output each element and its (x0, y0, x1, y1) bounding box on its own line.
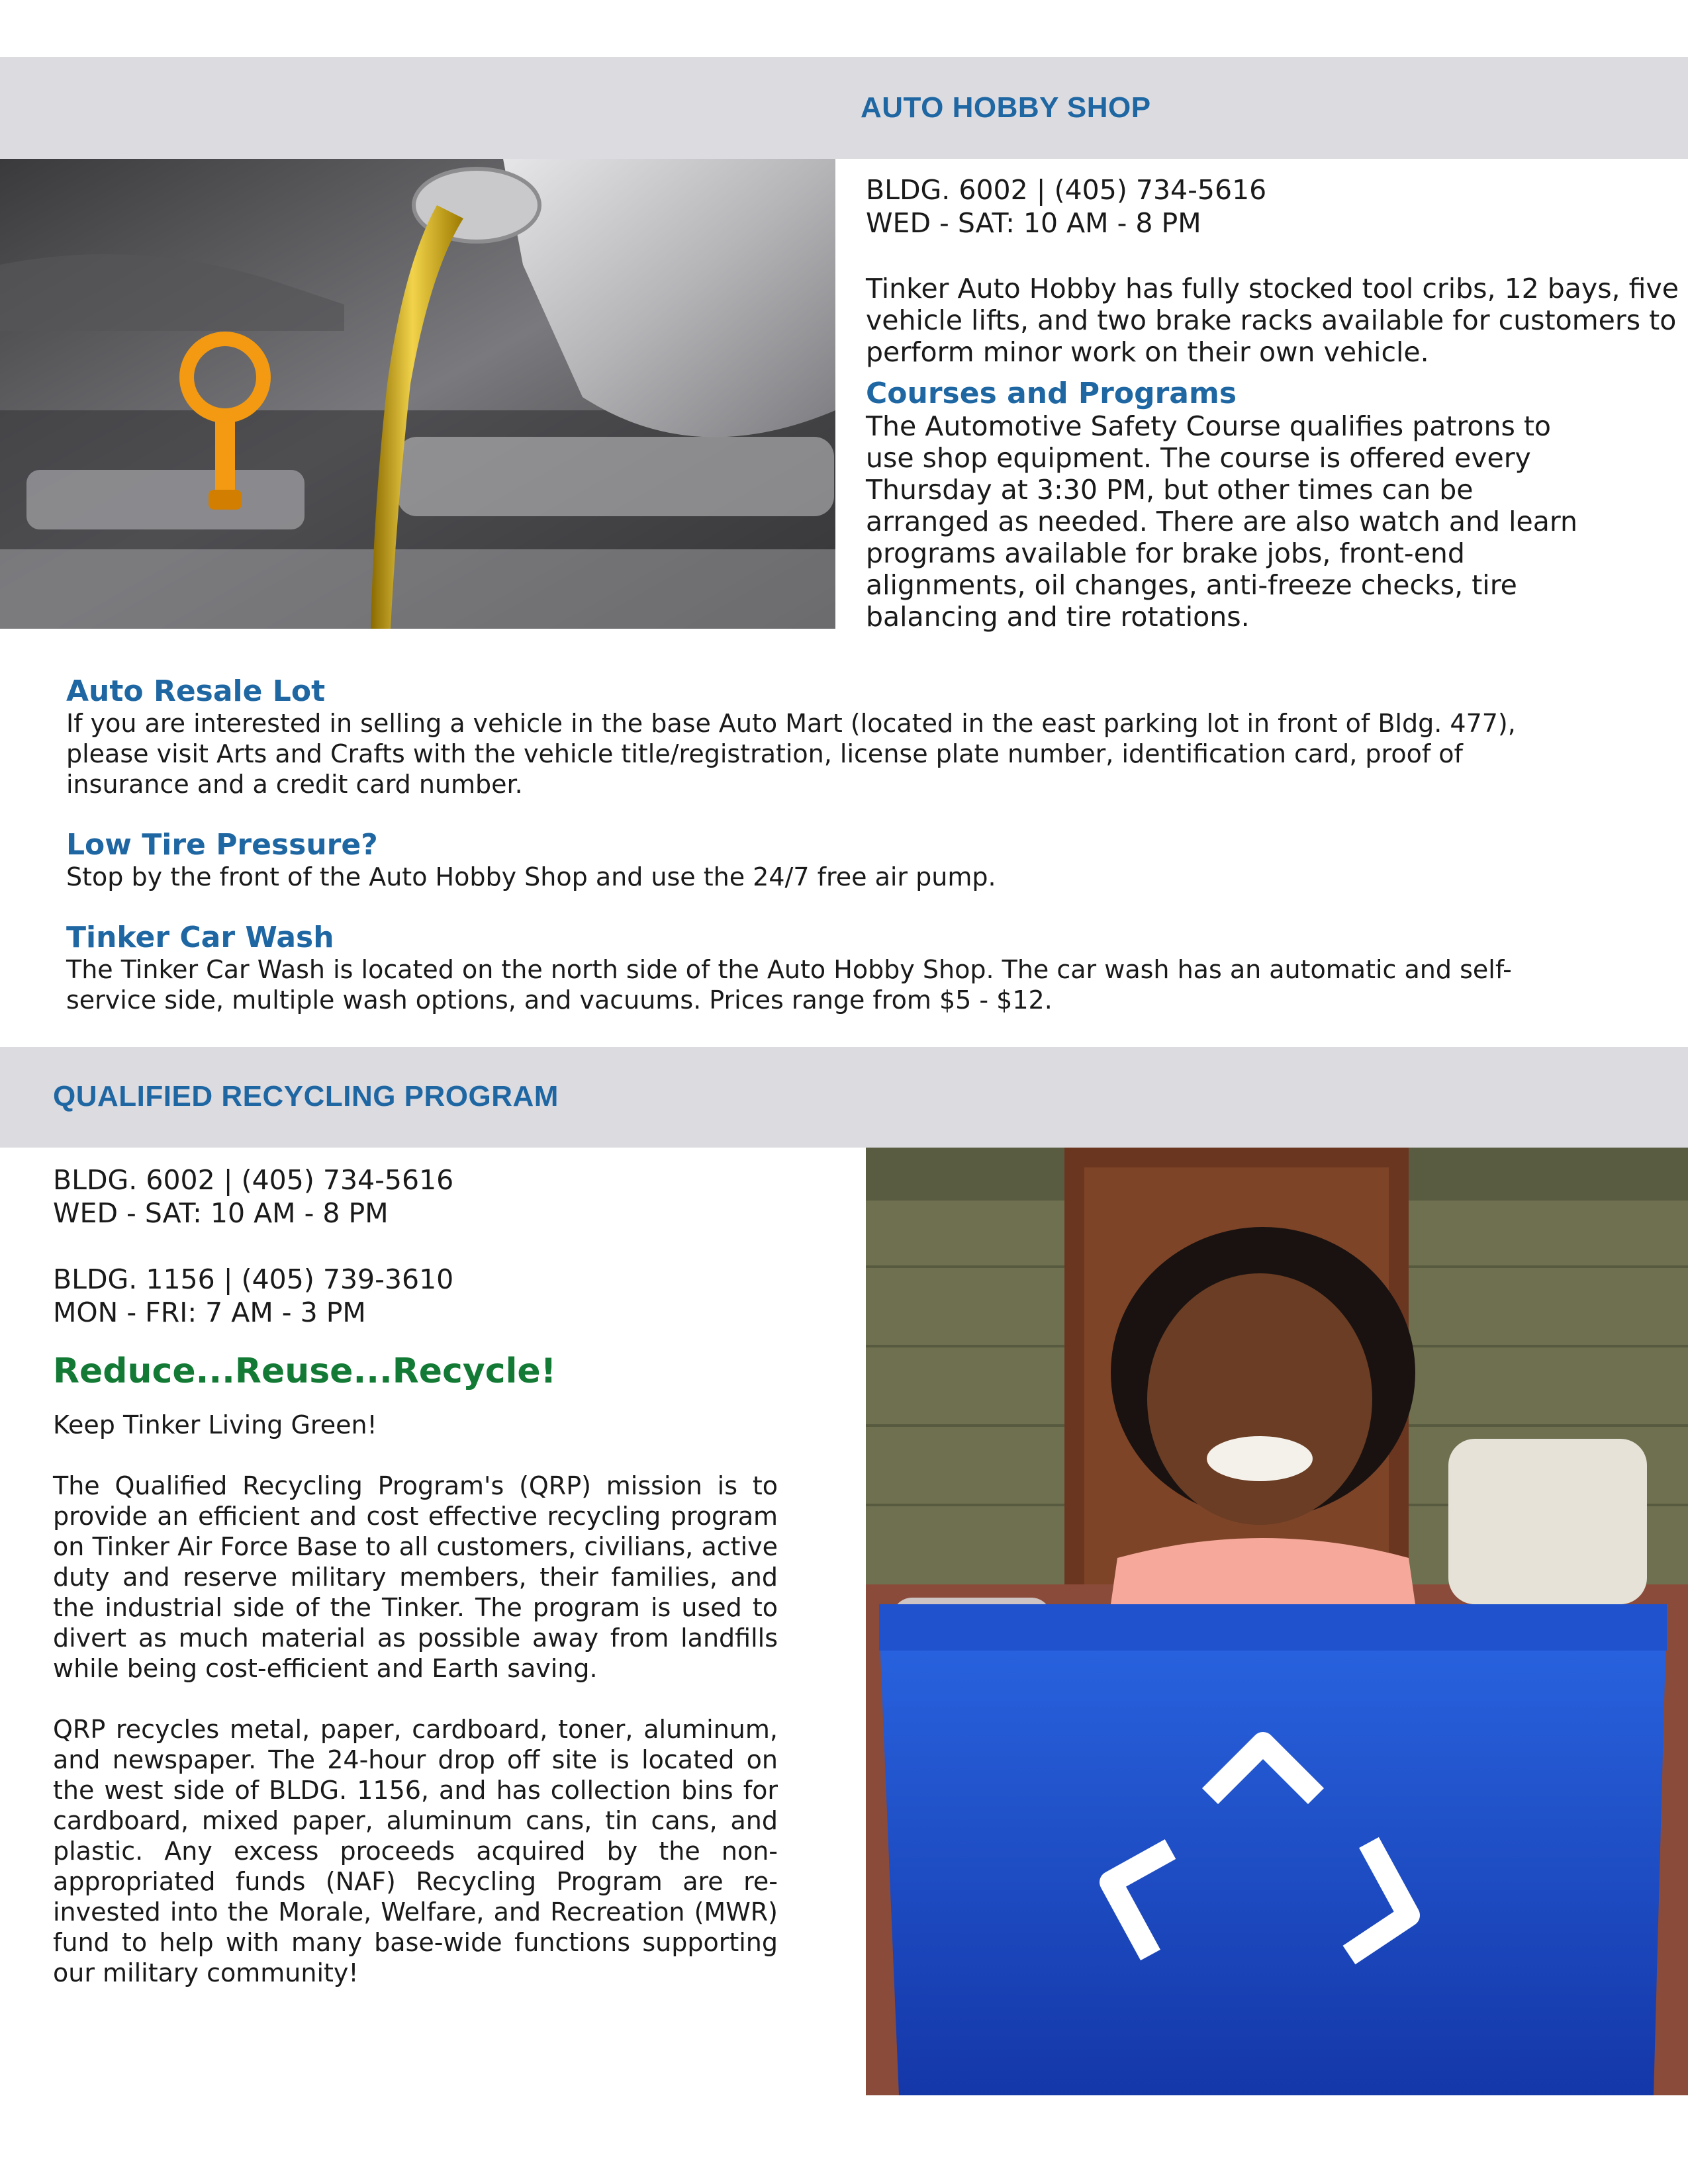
auto-hours: WED - SAT: 10 AM - 8 PM (866, 207, 1201, 239)
recycling-section-title: QUALIFIED RECYCLING PROGRAM (53, 1080, 559, 1113)
auto-intro: Tinker Auto Hobby has fully stocked tool cribs, 12 bays, five vehicle lifts, and two brake racks available for customers to perform minor work on their own vehicle. (866, 273, 1679, 368)
recycling-location-1-hours: WED - SAT: 10 AM - 8 PM (53, 1197, 389, 1229)
recycling-details (53, 1163, 778, 1988)
carwash-text: The Tinker Car Wash is located on the north side of the Auto Hobby Shop. The car wash has an automatic and self-service side, multiple wash options, and vacuums. Prices range from $5 - $12. (66, 955, 1512, 1015)
recycling-bin-photo (866, 1148, 1688, 2095)
carwash-heading: Tinker Car Wash (66, 921, 334, 954)
auto-more-info (66, 675, 1589, 1015)
tire-heading: Low Tire Pressure? (66, 828, 378, 862)
courses-heading: Courses and Programs (866, 377, 1237, 410)
oil-pour-photo (0, 159, 835, 629)
recycling-tagline: Keep Tinker Living Green! (53, 1410, 377, 1439)
courses-text: The Automotive Safety Course qualifies patrons to use shop equipment. The course is offered every Thursday at 3:30 PM, but other times can be arranged as needed. There are also watch and learn programs available for brake jobs, front-end alignments, oil changes, anti-freeze checks, tire balancing and tire rotations. (866, 410, 1577, 633)
auto-building-phone: BLDG. 6002 | (405) 734-5616 (866, 174, 1267, 206)
recycling-location-2-phone: BLDG. 1156 | (405) 739-3610 (53, 1263, 454, 1295)
auto-section-title: AUTO HOBBY SHOP (861, 91, 1151, 124)
recycling-slogan: Reduce...Reuse...Recycle! (53, 1351, 557, 1391)
resale-heading: Auto Resale Lot (66, 674, 326, 708)
recycling-location-2-hours: MON - FRI: 7 AM - 3 PM (53, 1297, 366, 1328)
auto-section-band (0, 57, 1688, 159)
recycling-location-1-phone: BLDG. 6002 | (405) 734-5616 (53, 1164, 454, 1196)
tire-text: Stop by the front of the Auto Hobby Shop and use the 24/7 free air pump. (66, 862, 996, 891)
recycling-mission: The Qualified Recycling Program's (QRP) mission is to provide an efficient and cost effective recycling program on Tinker Air Force Base to all customers, civilians, active duty and reserve military members, their families, and the industrial side of the Tinker. The program is used to divert as much material as possible away from landfills while being cost-efficient and Earth saving. (53, 1471, 778, 1683)
auto-details (866, 173, 1687, 633)
recycling-section-band (0, 1047, 1688, 1148)
resale-text: If you are interested in selling a vehicle in the base Auto Mart (located in the east parking lot in front of Bldg. 477), please visit Arts and Crafts with the vehicle title/registration, license plate number, identification card, proof of insurance and a credit card number. (66, 709, 1516, 799)
recycling-materials: QRP recycles metal, paper, cardboard, toner, aluminum, and newspaper. The 24-hour drop off site is located on the west side of BLDG. 1156, and has collection bins for cardboard, mixed paper, aluminum cans, tin cans, and plastic. Any excess proceeds acquired by the non-appropriated funds (NAF) Recycling Program are re-invested into the Morale, Welfare, and Recreation (MWR) fund to help with many base-wide functions supporting our military community! (53, 1715, 778, 1987)
